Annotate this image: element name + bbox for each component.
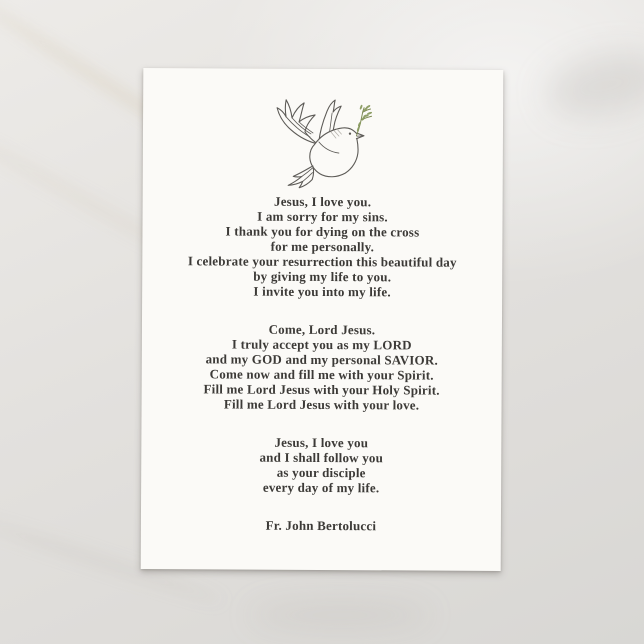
prayer-text (141, 193, 503, 534)
author-signature: Fr. John Bertolucci (265, 517, 377, 534)
dove-olive-branch-icon (273, 98, 373, 191)
marble-smudge (540, 43, 644, 127)
prayer-paragraph-1: Jesus, I love you. I am sorry for my sins. I thank you for dying on the cross for me personally. I celebrate your resurrection this beautiful day by giving my life to you. I invite you into my life. (187, 193, 457, 300)
prayer-paragraph-3: Jesus, I love you and I shall follow you as your disciple every day of my life. (259, 434, 384, 496)
prayer-card (141, 68, 504, 571)
marble-smudge (250, 600, 430, 630)
prayer-paragraph-2: Come, Lord Jesus. I truly accept you as my LORD and my GOD and my personal SAVIOR. Come now and fill me with your Spirit. Fill me Lord Jesus with your Holy Spirit. Fill me Lord Jesus with your love. (203, 321, 440, 413)
